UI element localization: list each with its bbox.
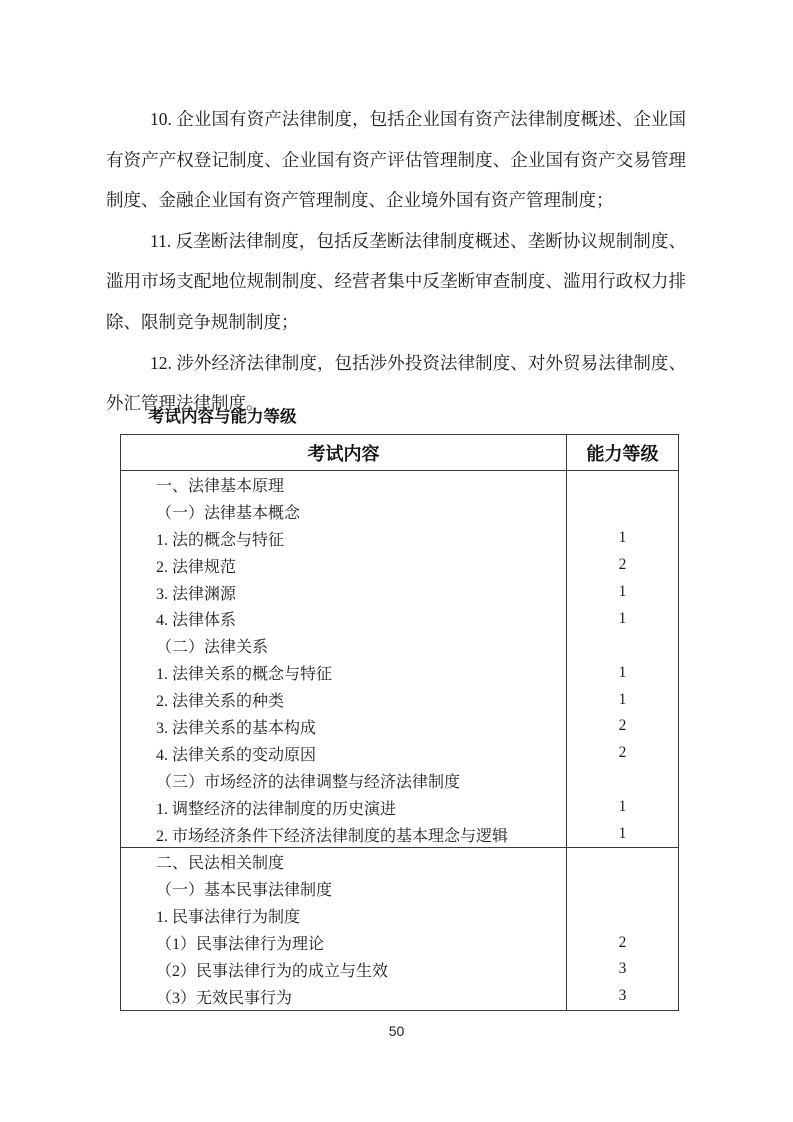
table-row xyxy=(121,605,678,632)
exam-content-cell: （一）法律基本概念 xyxy=(121,498,567,525)
table-row xyxy=(121,525,678,552)
table-row xyxy=(121,471,678,498)
exam-content-cell: （一）基本民事法律制度 xyxy=(121,875,567,902)
exam-content-cell: 3. 法律关系的基本构成 xyxy=(121,713,567,740)
table-row xyxy=(121,632,678,659)
ability-level-cell: 2 xyxy=(618,556,627,574)
exam-content-cell: 1. 法律关系的概念与特征 xyxy=(121,659,567,686)
table-row xyxy=(121,579,678,606)
ability-level-cell: 2 xyxy=(618,933,627,951)
ability-level-cell: 1 xyxy=(618,798,627,816)
table-row xyxy=(121,552,678,579)
exam-content-cell: 3. 法律渊源 xyxy=(121,579,567,606)
ability-level-cell xyxy=(567,632,678,659)
exam-content-cell: （3）无效民事行为 xyxy=(121,983,567,1010)
table-row xyxy=(121,794,678,821)
exam-content-table xyxy=(120,434,679,1011)
table-row xyxy=(121,929,678,956)
table-row xyxy=(121,740,678,767)
table-header-row xyxy=(121,435,678,471)
table-row xyxy=(121,686,678,713)
table-row xyxy=(121,713,678,740)
table-row xyxy=(121,902,678,929)
ability-level-cell: 1 xyxy=(618,583,627,600)
exam-content-cell: 1. 调整经济的法律制度的历史演进 xyxy=(121,794,567,821)
exam-content-cell: 一、法律基本原理 xyxy=(121,471,567,498)
exam-content-cell: （三）市场经济的法律调整与经济法律制度 xyxy=(121,767,567,794)
exam-content-cell: 2. 法律规范 xyxy=(121,552,567,579)
ability-level-cell xyxy=(567,902,678,929)
exam-content-cell: 2. 市场经济条件下经济法律制度的基本理念与逻辑 xyxy=(121,821,567,848)
ability-level-cell xyxy=(567,875,678,902)
exam-content-cell: 4. 法律体系 xyxy=(121,605,567,632)
ability-level-cell: 1 xyxy=(618,529,627,547)
table-caption: 考试内容与能力等级 xyxy=(148,408,297,426)
ability-level-cell xyxy=(567,471,678,498)
header-cell-ability-level: 能力等级 xyxy=(586,443,659,464)
table-row xyxy=(121,848,678,875)
ability-level-cell: 3 xyxy=(618,960,627,978)
page-number: 50 xyxy=(388,1023,405,1039)
ability-level-cell: 2 xyxy=(618,717,627,735)
table-row xyxy=(121,767,678,794)
exam-content-cell: （2）民事法律行为的成立与生效 xyxy=(121,956,567,983)
ability-level-cell: 1 xyxy=(618,825,627,843)
header-cell-exam-content: 考试内容 xyxy=(121,435,567,470)
table-row xyxy=(121,875,678,902)
ability-level-cell: 3 xyxy=(618,987,627,1005)
exam-content-cell: 1. 法的概念与特征 xyxy=(121,525,567,552)
table-row xyxy=(121,821,678,848)
exam-content-cell: （二）法律关系 xyxy=(121,632,567,659)
exam-content-cell: 1. 民事法律行为制度 xyxy=(121,902,567,929)
ability-level-cell xyxy=(567,498,678,525)
table-section-1 xyxy=(121,471,678,847)
ability-level-cell: 1 xyxy=(618,663,627,681)
body-text-block xyxy=(106,99,686,424)
paragraph-item-12: 12. 涉外经济法律制度，包括涉外投资法律制度、对外贸易法律制度、外汇管理法律制度。 xyxy=(106,352,686,414)
table-row xyxy=(121,983,678,1010)
exam-content-cell: 4. 法律关系的变动原因 xyxy=(121,740,567,767)
table-row xyxy=(121,498,678,525)
ability-level-cell xyxy=(567,848,678,875)
table-section-2 xyxy=(121,847,678,1009)
exam-content-cell: 2. 法律关系的种类 xyxy=(121,686,567,713)
paragraph-item-10: 10. 企业国有资产法律制度，包括企业国有资产法律制度概述、企业国有资产产权登记制度、企业国有资产评估管理制度、企业国有资产交易管理制度、金融企业国有资产管理制度、企业境外国有资产管理制度； xyxy=(106,109,686,211)
table-row xyxy=(121,659,678,686)
exam-content-cell: 二、民法相关制度 xyxy=(121,848,567,875)
paragraph-item-11: 11. 反垄断法律制度，包括反垄断法律制度概述、垄断协议规制制度、滥用市场支配地位规制制度、经营者集中反垄断审查制度、滥用行政权力排除、限制竞争规制制度； xyxy=(106,230,686,332)
exam-content-cell: （1）民事法律行为理论 xyxy=(121,929,567,956)
table-row xyxy=(121,956,678,983)
ability-level-cell: 1 xyxy=(618,609,627,627)
ability-level-cell: 1 xyxy=(618,690,627,708)
ability-level-cell xyxy=(567,767,678,794)
ability-level-cell: 2 xyxy=(618,744,627,762)
